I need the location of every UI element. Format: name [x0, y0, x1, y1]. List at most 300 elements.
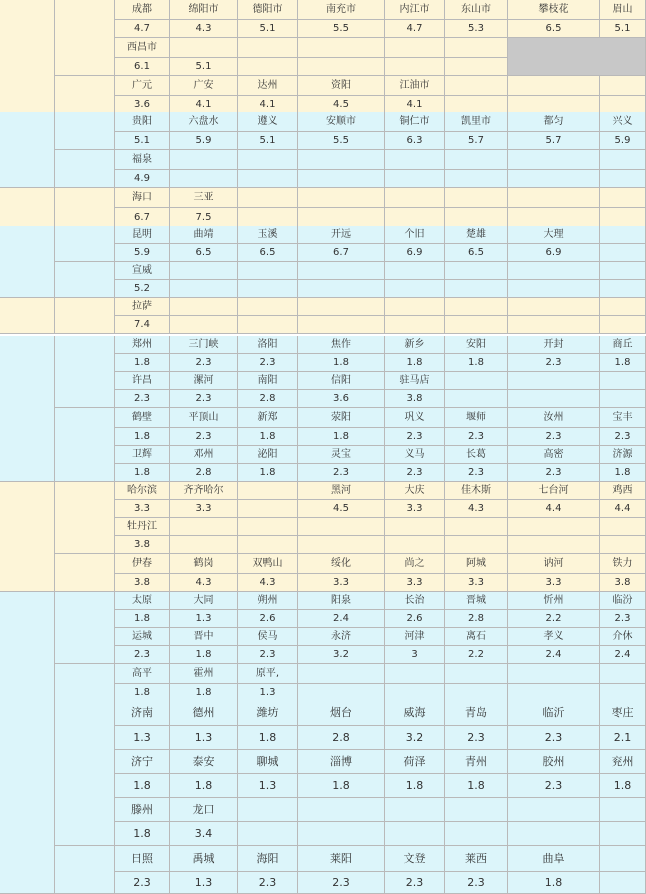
rate-value-cell: 4.1 — [385, 96, 445, 114]
rate-value-cell — [600, 244, 646, 262]
rate-value-cell: 5.3 — [445, 20, 508, 38]
city-name-cell — [238, 188, 298, 208]
rate-value-cell: 2.3 — [115, 390, 170, 408]
city-name-cell: 贵阳 — [115, 112, 170, 132]
rate-value-cell: 2.3 — [385, 428, 445, 446]
city-name-cell: 日照 — [115, 846, 170, 872]
city-name-cell — [508, 150, 600, 170]
rate-value-cell: 3.8 — [600, 574, 646, 592]
rate-value-cell: 2.3 — [445, 872, 508, 894]
city-name-cell: 伊春 — [115, 554, 170, 574]
city-name-cell: 兴义 — [600, 112, 646, 132]
rate-value-cell: 5.2 — [115, 280, 170, 298]
city-name-cell: 开封 — [508, 336, 600, 354]
city-name-cell: 江油市 — [385, 76, 445, 96]
city-name-cell: 义马 — [385, 446, 445, 464]
city-name-cell: 阳泉 — [298, 592, 385, 610]
city-name-cell: 内江市 — [385, 0, 445, 20]
rate-value-cell — [445, 316, 508, 334]
city-name-cell — [298, 298, 385, 316]
rate-value-cell: 5.7 — [508, 132, 600, 150]
city-name-cell: 大庆 — [385, 482, 445, 500]
rate-value-cell — [238, 536, 298, 554]
city-name-cell: 莱西 — [445, 846, 508, 872]
city-name-cell: 海阳 — [238, 846, 298, 872]
rate-value-cell: 1.3 — [170, 726, 238, 750]
city-name-cell — [445, 38, 508, 58]
city-name-cell: 禹城 — [170, 846, 238, 872]
rate-value-cell: 3.3 — [385, 574, 445, 592]
city-name-cell — [508, 298, 600, 316]
city-name-cell — [445, 664, 508, 684]
city-name-cell: 晋中 — [170, 628, 238, 646]
rate-value-cell: 3.4 — [170, 822, 238, 846]
rate-value-cell: 3.3 — [385, 500, 445, 518]
rate-value-cell: 3.3 — [170, 500, 238, 518]
rate-value-cell — [170, 316, 238, 334]
rate-value-cell: 3.2 — [385, 726, 445, 750]
city-name-cell — [298, 798, 385, 822]
city-name-cell: 洛阳 — [238, 336, 298, 354]
city-name-cell — [508, 76, 600, 96]
delivery-type-cell — [55, 846, 115, 894]
city-name-cell — [238, 262, 298, 280]
rate-value-cell — [508, 316, 600, 334]
city-name-cell: 离石 — [445, 628, 508, 646]
city-name-cell — [298, 38, 385, 58]
city-name-cell — [238, 298, 298, 316]
city-name-cell: 灵宝 — [298, 446, 385, 464]
city-name-cell — [170, 38, 238, 58]
city-name-cell: 焦作 — [298, 336, 385, 354]
city-name-cell — [508, 518, 600, 536]
rate-value-cell — [298, 170, 385, 188]
delivery-type-cell — [55, 482, 115, 554]
rate-value-cell — [385, 58, 445, 76]
rate-value-cell: 2.3 — [298, 464, 385, 482]
rate-value-cell — [170, 536, 238, 554]
rate-value-cell: 2.3 — [600, 610, 646, 628]
city-name-cell: 商丘 — [600, 336, 646, 354]
city-name-cell: 遵义 — [238, 112, 298, 132]
rate-value-cell: 5.1 — [170, 58, 238, 76]
rate-value-cell — [445, 280, 508, 298]
city-name-cell: 济宁 — [115, 750, 170, 774]
city-name-cell: 铜仁市 — [385, 112, 445, 132]
rate-value-cell: 2.3 — [238, 872, 298, 894]
rate-value-cell — [385, 316, 445, 334]
rate-value-cell: 5.5 — [298, 20, 385, 38]
city-name-cell: 广安 — [170, 76, 238, 96]
city-name-cell: 昆明 — [115, 226, 170, 244]
city-name-cell — [238, 38, 298, 58]
rate-value-cell: 5.9 — [115, 244, 170, 262]
city-name-cell: 长葛 — [445, 446, 508, 464]
city-name-cell: 原平, — [238, 664, 298, 684]
rate-value-cell: 4.7 — [115, 20, 170, 38]
city-name-cell: 哈尔滨 — [115, 482, 170, 500]
rate-value-cell: 7.5 — [170, 208, 238, 228]
rate-value-cell: 1.8 — [508, 872, 600, 894]
city-name-cell — [385, 298, 445, 316]
city-name-cell: 侯马 — [238, 628, 298, 646]
rate-value-cell: 2.3 — [445, 428, 508, 446]
rate-value-cell: 1.8 — [115, 822, 170, 846]
city-name-cell: 霍州 — [170, 664, 238, 684]
city-name-cell — [600, 846, 646, 872]
rate-value-cell: 1.8 — [238, 428, 298, 446]
city-name-cell: 驻马店 — [385, 372, 445, 390]
rate-value-cell — [445, 536, 508, 554]
city-name-cell: 宣威 — [115, 262, 170, 280]
city-name-cell — [445, 188, 508, 208]
rate-value-cell — [600, 822, 646, 846]
rate-value-cell: 5.9 — [170, 132, 238, 150]
rate-value-cell: 1.8 — [238, 464, 298, 482]
city-name-cell — [298, 262, 385, 280]
rate-value-cell — [298, 280, 385, 298]
city-name-cell — [445, 298, 508, 316]
city-name-cell — [238, 798, 298, 822]
city-name-cell: 鸡西 — [600, 482, 646, 500]
rate-value-cell: 2.1 — [600, 726, 646, 750]
rate-value-cell — [508, 208, 600, 228]
city-name-cell: 漯河 — [170, 372, 238, 390]
city-name-cell: 曲靖 — [170, 226, 238, 244]
city-name-cell: 济源 — [600, 446, 646, 464]
city-name-cell: 许昌 — [115, 372, 170, 390]
rate-value-cell: 1.8 — [385, 774, 445, 798]
delivery-type-cell — [55, 262, 115, 298]
city-name-cell — [508, 372, 600, 390]
province-cell — [0, 188, 55, 228]
rate-value-cell: 1.8 — [115, 684, 170, 702]
city-name-cell: 荷泽 — [385, 750, 445, 774]
rate-value-cell: 2.3 — [170, 428, 238, 446]
rate-value-cell: 2.3 — [508, 726, 600, 750]
city-name-cell — [385, 664, 445, 684]
city-name-cell — [445, 798, 508, 822]
delivery-type-cell — [55, 592, 115, 664]
rate-value-cell: 4.1 — [238, 96, 298, 114]
rate-value-cell: 4.3 — [170, 20, 238, 38]
rate-value-cell: 6.5 — [170, 244, 238, 262]
rate-value-cell: 1.8 — [600, 354, 646, 372]
province-cell — [0, 298, 55, 334]
rate-value-cell — [238, 822, 298, 846]
rate-value-cell — [238, 58, 298, 76]
rate-value-cell — [385, 822, 445, 846]
city-name-cell: 胶州 — [508, 750, 600, 774]
city-name-cell: 大理 — [508, 226, 600, 244]
city-name-cell: 尚之 — [385, 554, 445, 574]
rate-value-cell: 3.8 — [115, 536, 170, 554]
city-name-cell: 福泉 — [115, 150, 170, 170]
city-name-cell — [600, 664, 646, 684]
city-name-cell — [385, 798, 445, 822]
city-name-cell: 绥化 — [298, 554, 385, 574]
city-name-cell: 汝州 — [508, 408, 600, 428]
city-name-cell: 堰师 — [445, 408, 508, 428]
rate-value-cell: 1.3 — [170, 872, 238, 894]
rate-value-cell: 2.3 — [600, 428, 646, 446]
rate-value-cell: 3.8 — [115, 574, 170, 592]
city-name-cell: 滕州 — [115, 798, 170, 822]
rate-value-cell: 2.3 — [445, 726, 508, 750]
rate-value-cell: 5.1 — [238, 132, 298, 150]
rate-value-cell: 1.8 — [115, 464, 170, 482]
rate-value-cell — [385, 536, 445, 554]
rate-value-cell: 1.8 — [298, 354, 385, 372]
rate-value-cell — [298, 316, 385, 334]
delivery-type-cell — [55, 188, 115, 228]
city-name-cell — [445, 150, 508, 170]
rate-value-cell: 2.2 — [508, 610, 600, 628]
delivery-type-cell — [55, 0, 115, 76]
rate-value-cell — [170, 280, 238, 298]
rate-value-cell: 5.7 — [445, 132, 508, 150]
city-name-cell: 介休 — [600, 628, 646, 646]
rate-value-cell: 3.8 — [385, 390, 445, 408]
rate-value-cell — [238, 316, 298, 334]
rate-value-cell: 5.1 — [600, 20, 646, 38]
city-name-cell: 阿城 — [445, 554, 508, 574]
rate-value-cell: 1.3 — [170, 610, 238, 628]
rate-value-cell: 3.3 — [115, 500, 170, 518]
rate-value-cell: 1.8 — [600, 464, 646, 482]
city-name-cell: 青岛 — [445, 700, 508, 726]
rate-value-cell: 5.1 — [115, 132, 170, 150]
city-name-cell — [445, 372, 508, 390]
rate-value-cell — [600, 390, 646, 408]
city-name-cell: 曲阜 — [508, 846, 600, 872]
city-name-cell: 眉山 — [600, 0, 646, 20]
city-name-cell — [445, 518, 508, 536]
city-name-cell — [600, 262, 646, 280]
city-name-cell — [508, 798, 600, 822]
city-name-cell — [600, 76, 646, 96]
city-name-cell: 牡丹江 — [115, 518, 170, 536]
city-name-cell: 达州 — [238, 76, 298, 96]
rate-value-cell: 6.7 — [298, 244, 385, 262]
city-name-cell — [600, 372, 646, 390]
city-name-cell — [298, 664, 385, 684]
city-name-cell — [170, 262, 238, 280]
city-name-cell — [385, 38, 445, 58]
rate-value-cell — [445, 58, 508, 76]
rate-value-cell: 1.3 — [115, 726, 170, 750]
city-name-cell: 南阳 — [238, 372, 298, 390]
rate-value-cell: 1.8 — [298, 428, 385, 446]
city-name-cell: 青州 — [445, 750, 508, 774]
rate-value-cell: 2.3 — [298, 872, 385, 894]
city-name-cell: 太原 — [115, 592, 170, 610]
city-name-cell: 六盘水 — [170, 112, 238, 132]
rate-value-cell: 3.3 — [445, 574, 508, 592]
rate-value-cell: 4.3 — [170, 574, 238, 592]
city-name-cell: 聊城 — [238, 750, 298, 774]
city-name-cell — [508, 664, 600, 684]
delivery-type-cell — [55, 226, 115, 262]
city-name-cell — [508, 262, 600, 280]
rate-value-cell: 1.8 — [238, 726, 298, 750]
city-name-cell: 都匀 — [508, 112, 600, 132]
rate-value-cell — [385, 280, 445, 298]
rate-value-cell — [445, 170, 508, 188]
rate-value-cell — [170, 170, 238, 188]
delivery-type-cell — [55, 298, 115, 334]
delivery-type-cell — [55, 554, 115, 592]
city-name-cell: 三亚 — [170, 188, 238, 208]
rate-value-cell — [445, 822, 508, 846]
rate-value-cell: 2.6 — [238, 610, 298, 628]
city-name-cell — [600, 298, 646, 316]
city-name-cell: 淄博 — [298, 750, 385, 774]
city-name-cell — [238, 518, 298, 536]
rate-value-cell: 2.3 — [508, 354, 600, 372]
city-name-cell: 信阳 — [298, 372, 385, 390]
city-name-cell: 楚雄 — [445, 226, 508, 244]
rate-value-cell: 2.3 — [115, 646, 170, 664]
city-name-cell — [445, 76, 508, 96]
city-name-cell: 鹤壁 — [115, 408, 170, 428]
city-name-cell: 临沂 — [508, 700, 600, 726]
city-name-cell: 河津 — [385, 628, 445, 646]
rate-value-cell — [508, 170, 600, 188]
delivery-type-cell — [55, 700, 115, 846]
rate-value-cell: 4.7 — [385, 20, 445, 38]
rate-value-cell: 5.1 — [238, 20, 298, 38]
delivery-type-cell — [55, 664, 115, 702]
rate-value-cell — [600, 208, 646, 228]
rate-value-cell: 2.6 — [385, 610, 445, 628]
rate-value-cell: 4.1 — [170, 96, 238, 114]
rate-value-cell — [600, 316, 646, 334]
rate-value-cell: 1.8 — [115, 610, 170, 628]
city-name-cell — [385, 188, 445, 208]
rate-value-cell: 2.4 — [508, 646, 600, 664]
rate-value-cell: 2.4 — [600, 646, 646, 664]
city-name-cell: 海口 — [115, 188, 170, 208]
city-name-cell — [600, 226, 646, 244]
city-name-cell: 开远 — [298, 226, 385, 244]
city-name-cell — [600, 188, 646, 208]
city-name-cell: 威海 — [385, 700, 445, 726]
city-name-cell: 临汾 — [600, 592, 646, 610]
rate-value-cell — [508, 822, 600, 846]
rate-value-cell: 4.4 — [508, 500, 600, 518]
city-name-cell: 长治 — [385, 592, 445, 610]
rate-value-cell: 2.3 — [170, 390, 238, 408]
rate-value-cell — [238, 500, 298, 518]
delivery-type-cell — [55, 112, 115, 150]
city-name-cell: 大同 — [170, 592, 238, 610]
city-name-cell: 玉溪 — [238, 226, 298, 244]
rate-value-cell: 2.8 — [170, 464, 238, 482]
city-name-cell: 三门峡 — [170, 336, 238, 354]
rate-value-cell: 2.2 — [445, 646, 508, 664]
city-name-cell: 邓州 — [170, 446, 238, 464]
rate-value-cell: 1.8 — [298, 774, 385, 798]
rate-value-cell: 2.3 — [445, 464, 508, 482]
rate-value-cell: 1.8 — [115, 354, 170, 372]
rate-value-cell: 2.8 — [298, 726, 385, 750]
city-name-cell: 成都 — [115, 0, 170, 20]
city-name-cell — [170, 298, 238, 316]
delivery-type-cell — [55, 76, 115, 114]
rate-value-cell: 1.8 — [170, 646, 238, 664]
rate-value-cell: 6.9 — [508, 244, 600, 262]
rate-value-cell: 2.4 — [298, 610, 385, 628]
city-name-cell — [600, 518, 646, 536]
rate-value-cell: 4.5 — [298, 500, 385, 518]
rate-value-cell: 1.8 — [170, 774, 238, 798]
city-name-cell: 郑州 — [115, 336, 170, 354]
city-name-cell: 运城 — [115, 628, 170, 646]
city-name-cell: 潍坊 — [238, 700, 298, 726]
rate-value-cell: 5.5 — [298, 132, 385, 150]
rate-value-cell — [600, 280, 646, 298]
city-name-cell — [298, 518, 385, 536]
rate-value-cell — [238, 170, 298, 188]
rate-value-cell — [298, 208, 385, 228]
rate-value-cell: 2.3 — [170, 354, 238, 372]
city-name-cell: 广元 — [115, 76, 170, 96]
city-name-cell: 枣庄 — [600, 700, 646, 726]
city-name-cell: 龙口 — [170, 798, 238, 822]
city-name-cell: 攀枝花 — [508, 0, 600, 20]
rate-value-cell: 3.3 — [508, 574, 600, 592]
city-name-cell: 忻州 — [508, 592, 600, 610]
city-name-cell — [600, 798, 646, 822]
rate-value-cell: 6.5 — [508, 20, 600, 38]
city-name-cell — [445, 262, 508, 280]
city-name-cell — [600, 150, 646, 170]
city-name-cell: 新郑 — [238, 408, 298, 428]
rate-value-cell: 2.3 — [385, 464, 445, 482]
province-cell — [0, 592, 55, 702]
rate-value-cell: 7.4 — [115, 316, 170, 334]
city-name-cell: 泰安 — [170, 750, 238, 774]
empty-grey-block — [508, 38, 646, 76]
rate-value-cell: 6.1 — [115, 58, 170, 76]
rate-value-cell — [508, 536, 600, 554]
city-name-cell: 西昌市 — [115, 38, 170, 58]
city-name-cell: 齐齐哈尔 — [170, 482, 238, 500]
rate-value-cell: 2.3 — [115, 872, 170, 894]
rate-value-cell: 5.9 — [600, 132, 646, 150]
rate-value-cell: 2.3 — [508, 428, 600, 446]
city-name-cell — [298, 188, 385, 208]
rate-value-cell — [385, 170, 445, 188]
city-name-cell — [385, 262, 445, 280]
city-name-cell: 烟台 — [298, 700, 385, 726]
rate-value-cell: 1.8 — [115, 428, 170, 446]
city-name-cell: 资阳 — [298, 76, 385, 96]
city-name-cell: 东山市 — [445, 0, 508, 20]
city-name-cell: 鹤岗 — [170, 554, 238, 574]
city-name-cell: 莱阳 — [298, 846, 385, 872]
rate-value-cell — [508, 280, 600, 298]
rate-value-cell: 4.4 — [600, 500, 646, 518]
city-name-cell: 文登 — [385, 846, 445, 872]
rate-value-cell — [600, 536, 646, 554]
city-name-cell: 拉萨 — [115, 298, 170, 316]
delivery-type-cell — [55, 408, 115, 482]
rate-value-cell: 2.3 — [508, 774, 600, 798]
rate-value-cell — [385, 208, 445, 228]
city-name-cell: 晋城 — [445, 592, 508, 610]
